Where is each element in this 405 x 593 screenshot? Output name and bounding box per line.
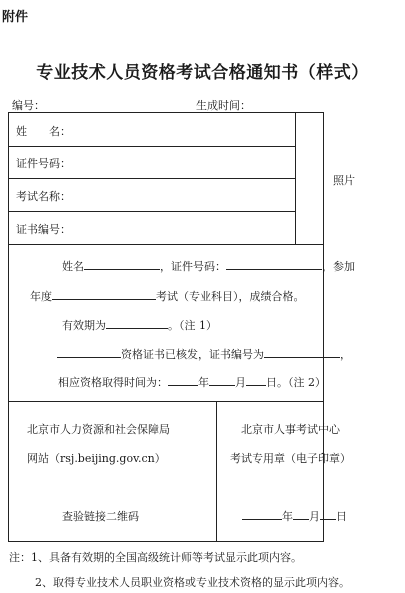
page-title: 专业技术人员资格考试合格通知书（样式） [36, 63, 369, 83]
row-divider [8, 178, 295, 179]
row-divider [8, 146, 295, 147]
exam-seal-label: 考试专用章（电子印章） [230, 452, 351, 465]
info-label-name: 姓 名： [16, 125, 71, 138]
seal-date: 年 月 日 [242, 508, 347, 524]
box-divider [216, 401, 217, 542]
info-label-id: 证件号码： [16, 157, 71, 170]
issuer-org: 北京市人力资源和社会保障局 [27, 423, 170, 436]
body-line-5: 相应资格取得时间为： 年 月 日。（注 2） [58, 376, 326, 389]
body-line-4: 资格证书已核发，证书编号为 ， [57, 346, 351, 362]
section-divider [8, 401, 324, 402]
number-label: 编号： [12, 99, 45, 112]
note-1: 注：1、具备有效期的全国高级统计师等考试显示此项内容。 [9, 551, 302, 564]
attachment-label: 附件 [2, 10, 29, 25]
info-label-exam: 考试名称： [16, 190, 71, 203]
issuer-website: 网站（rsj.beijing.gov.cn） [27, 452, 166, 465]
body-line-3: 有效期为 。（注 1） [62, 319, 217, 332]
note-2: 2、取得专业技术人员职业资格或专业技术资格的显示此项内容。 [35, 576, 350, 589]
info-label-cert: 证书编号： [16, 223, 71, 236]
body-line-2: 年度 考试（专业科目），成绩合格。 [30, 290, 305, 303]
row-divider [8, 211, 295, 212]
exam-center-name: 北京市人事考试中心 [241, 423, 340, 436]
body-line-1: 姓名 ，证件号码： ，参加 [62, 260, 355, 273]
section-divider [8, 244, 324, 245]
generated-time-label: 生成时间： [196, 99, 251, 112]
photo-divider [295, 112, 296, 244]
photo-placeholder: 照片 [333, 174, 355, 187]
verification-qr-label: 查验链接二维码 [62, 510, 139, 523]
